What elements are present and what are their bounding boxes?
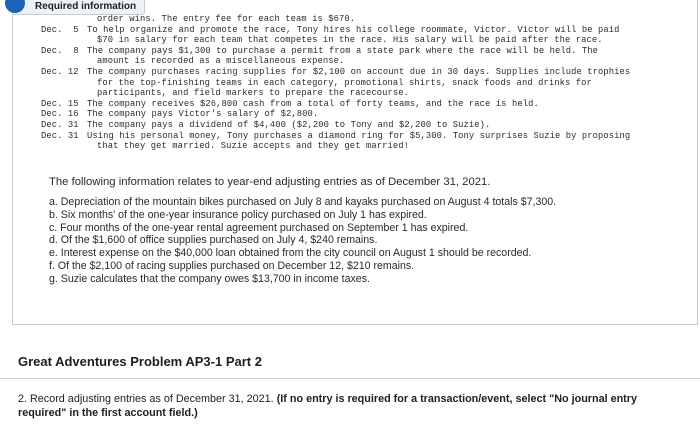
transaction-row [41,67,681,78]
transaction-row [41,141,681,152]
adjusting-item: a. Depreciation of the mountain bikes purchased on July 8 and kayaks purchased on August 4 totals $7,300. [49,196,557,208]
transaction-row [41,78,681,89]
question-prefix: 2. Record adjusting entries as of December 31, 2021. [18,393,274,405]
question-text [18,392,678,420]
transaction-text: that they get married. Suzie accepts and they get married! [97,141,409,152]
adjusting-item: b. Six months' of the one-year insurance policy purchased on July 1 has expired. [49,208,427,221]
transaction-text: The company pays Victor's salary of $2,800. [87,109,319,120]
transaction-text: amount is recorded as a miscellaneous expense. [97,56,345,67]
transaction-list [41,14,681,152]
transaction-date: Dec. 31 [41,119,79,130]
adjusting-items-list [49,196,556,286]
adjusting-item: e. Interest expense on the $40,000 loan obtained from the city council on August 1 should be recorded. [49,247,532,260]
adjusting-item: g. Suzie calculates that the company owes $13,700 in income taxes. [49,272,370,285]
adjusting-item: c. Four months of the one-year rental agreement purchased on September 1 has expired. [49,221,469,234]
transaction-row [41,88,681,99]
transaction-text: participants, and field markers to prepare the racecourse. [97,88,409,99]
transaction-text: The company receives $26,800 cash from a total of forty teams, and the race is held. [87,98,539,109]
adjusting-item: f. Of the $2,100 of racing supplies purchased on December 12, $210 remains. [49,259,415,272]
transaction-date [41,141,87,152]
transaction-text: The company purchases racing supplies for $2,100 on account due in 30 days. Supplies include trophies [87,66,631,77]
adjusting-item: d. Of the $1,600 of office supplies purchased on July 4, $240 remains. [49,234,378,247]
transaction-date [41,14,87,25]
transaction-text: The company pays $1,300 to purchase a permit from a state park where the race will be held. The [87,45,599,56]
transaction-date: Dec. 12 [41,66,79,77]
transaction-row [41,99,681,110]
transaction-date: Dec. 31 [41,130,79,141]
tab-label: Required information [35,1,137,12]
question-instruction: (If no entry is required for a transaction/event, select "No journal entry required" in the first account field.) [18,393,637,419]
transaction-date: Dec. 5 [41,24,79,35]
transaction-text: for the top-finishing teams in each category, promotional shirts, snack foods and drinks for [97,77,592,88]
problem-title: Great Adventures Problem AP3-1 Part 2 [18,354,262,369]
transaction-text: To help organize and promote the race, Tony hires his college roommate, Victor. Victor will be paid [87,24,620,35]
transaction-row [41,120,681,131]
transaction-row [41,14,681,25]
transaction-row [41,109,681,120]
transaction-row [41,56,681,67]
info-indicator-icon [5,0,25,13]
transaction-date: Dec. 16 [41,109,79,120]
divider [0,378,700,379]
transaction-row [41,46,681,57]
transaction-text: order wins. The entry fee for each team is $670. [97,14,356,24]
transaction-row [41,131,681,142]
required-information-panel [12,0,698,325]
transaction-row [41,25,681,36]
transaction-date [41,78,87,89]
transaction-date [41,35,87,46]
transaction-text: $70 in salary for each team that competes in the race. His salary will be paid after the race. [97,35,603,46]
adjusting-info-title: The following information relates to year-end adjusting entries as of December 31, 2021. [49,176,491,188]
transaction-date: Dec. 15 [41,98,79,109]
required-information-tab[interactable] [13,0,145,15]
transaction-date: Dec. 8 [41,45,79,56]
transaction-date [41,88,87,99]
transaction-text: The company pays a dividend of $4,400 ($2,200 to Tony and $2,200 to Suzie). [87,119,491,130]
transaction-row [41,35,681,46]
transaction-date [41,56,87,67]
transaction-text: Using his personal money, Tony purchases a diamond ring for $5,300. Tony surprises Suzie by proposing [87,130,631,141]
